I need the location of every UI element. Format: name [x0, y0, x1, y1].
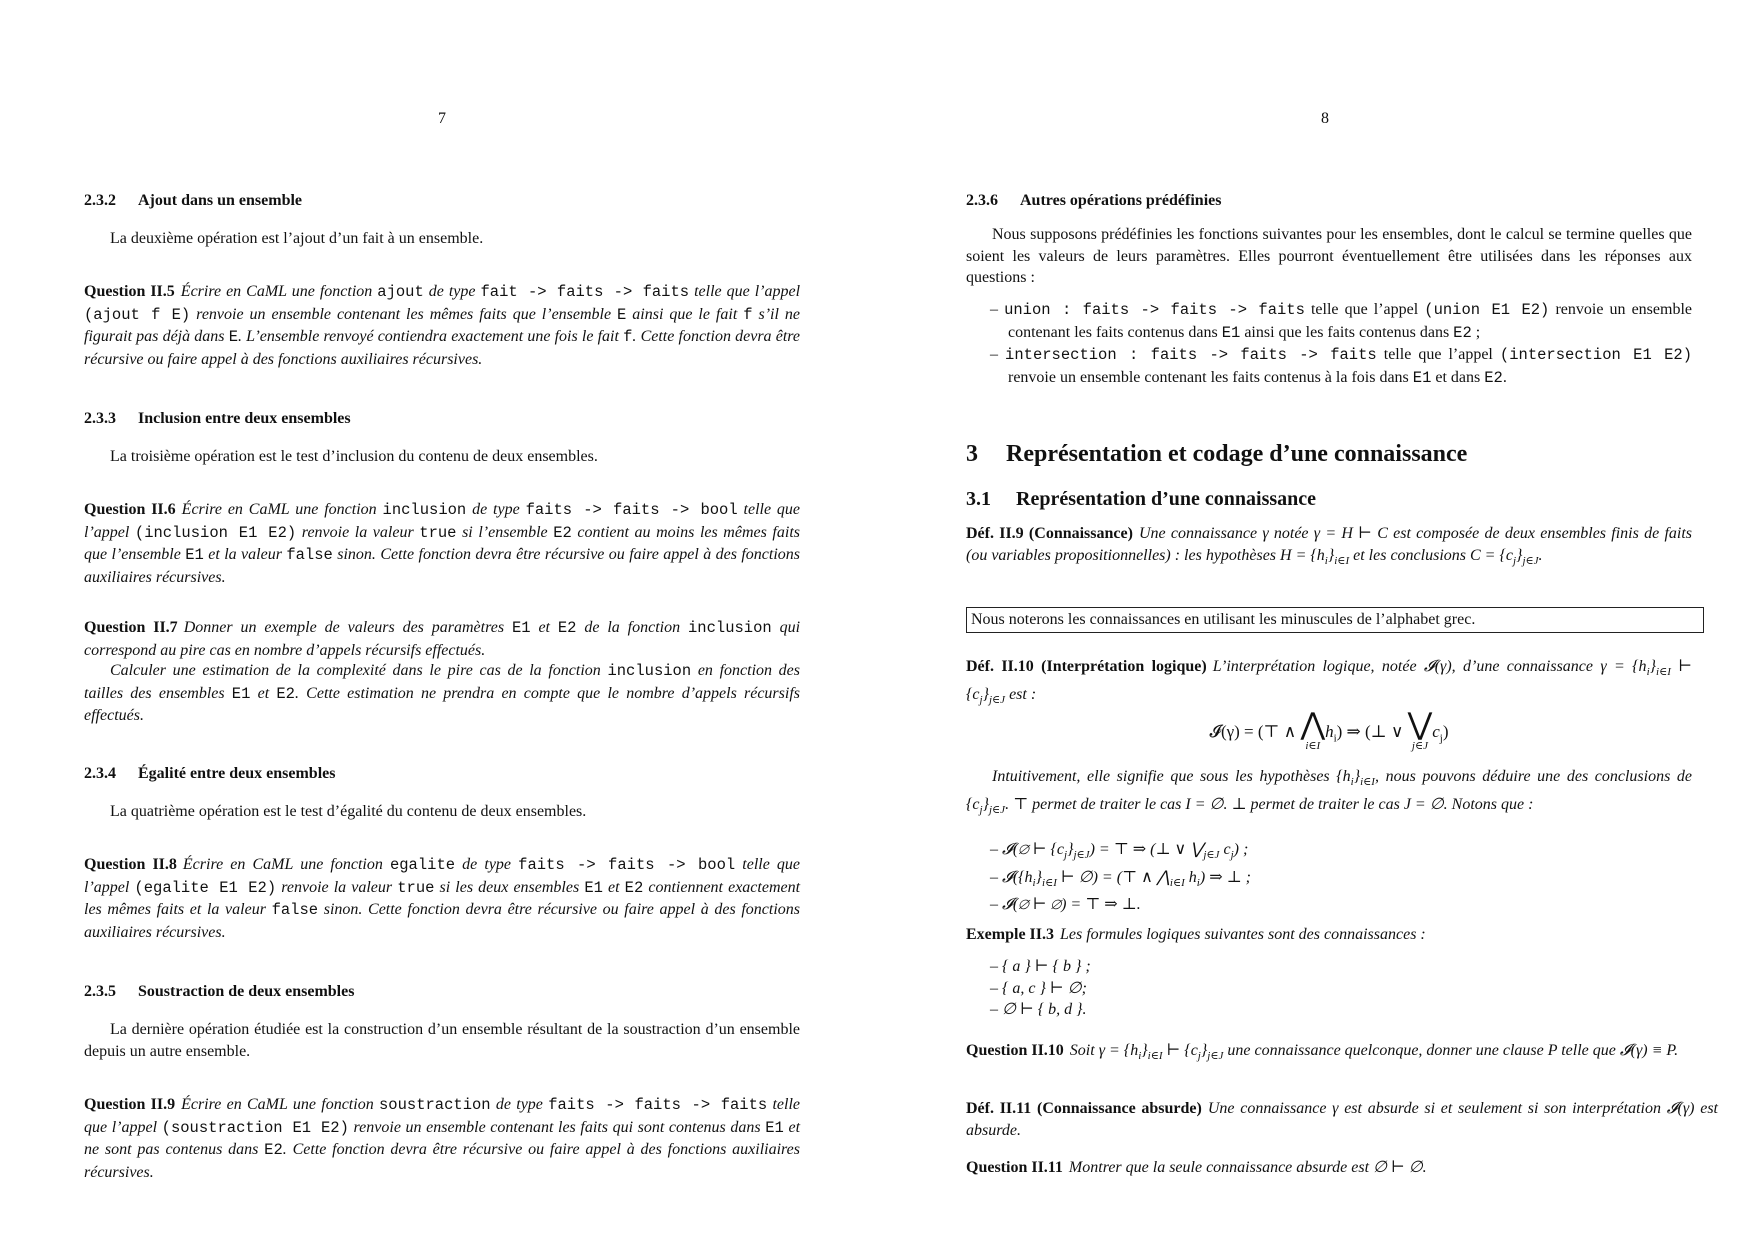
question-II-6: Question II.6 Écrire en CaML une fonction inclusion de type faits -> faits -> bool telle que l’appel (inclusion E1 E2) renvoie la valeur true si l’ensemble E2 contient au moins les mêmes faits que l’ensemble E1 et la valeur false sinon. Cette fonction devra être récursive ou faire appel à des fonctions auxiliaires récursives. [84, 501, 801, 586]
subsection-heading-2-3-5: 2.3.5 Soustraction de deux ensembles [84, 983, 355, 1000]
boxed-note: Nous noterons les connaissances en utilisant les minuscules de l’alphabet grec. [966, 607, 1704, 633]
subsection-heading-2-3-4: 2.3.4 Égalité entre deux ensembles [84, 765, 336, 782]
question-II-11: Question II.11 Montrer que la seule connaissance absurde est ∅ ⊢ ∅. [966, 1159, 1427, 1176]
list-item: – $𝓘(\{h_i\}_{i\in I}$ ⊢ ∅) = (⊤ ∧ $⋀_{i\in I}$ $h_i$) ⇒ ⊥ ; [990, 868, 1251, 889]
question-II-8: Question II.8 Écrire en CaML une fonction egalite de type faits -> faits -> bool telle que l’appel (egalite E1 E2) renvoie la valeur true si les deux ensembles E1 et E2 contiennent exactement les mêmes faits et la valeur false sinon. Cette fonction devra être récursive ou faire appel à des fonctions auxiliaires récursives. [84, 856, 801, 941]
page-number: 7 [438, 110, 446, 127]
intuition-paragraph: Intuitivement, elle signifie que sous les hypothèses $\{h_i\}_{i\in I}$, nous pouvons déduire une des conclusions de $\{c_j\}_{j\in J}$. ⊤ permet de traiter le cas I = ∅. ⊥ permet de traiter le cas J = ∅. Notons que : [966, 768, 1692, 816]
subsection-heading-2-3-6: 2.3.6 Autres opérations prédéfinies [966, 192, 1222, 209]
list-item: – { a } ⊢ { b } ; [990, 958, 1091, 975]
question-II-7: Question II.7 Donner un exemple de valeurs des paramètres E1 et E2 de la fonction inclusion qui correspond au pire cas en nombre d’appels récursifs effectués. [84, 619, 801, 659]
list-item: – 𝓘(∅ ⊢ ∅) = ⊤ ⇒ ⊥. [990, 896, 1141, 914]
list-item: – { a, c } ⊢ ∅; [990, 979, 1087, 997]
question-II-10: Question II.10 Soit $\gamma = \{h_i\}_{i\in I}$ ⊢ $\{c_j\}_{j\in J}$ une connaissance quelconque, donner une clause P telle que 𝓘(γ) ≡ P. [966, 1042, 1679, 1063]
paragraph: La dernière opération étudiée est la construction d’un ensemble résultant de la soustraction d’un ensemble depuis un autre ensemble. [84, 1021, 800, 1060]
example-II-3: Exemple II.3 Les formules logiques suivantes sont des connaissances : [966, 926, 1426, 943]
section-heading-3-1: 3.1 Représentation d’une connaissance [966, 488, 1317, 510]
subsection-heading-2-3-3: 2.3.3 Inclusion entre deux ensembles [84, 410, 351, 427]
subsection-heading-2-3-2: 2.3.2 Ajout dans un ensemble [84, 192, 303, 209]
definition-II-10: Déf. II.10 (Interprétation logique) L’interprétation logique, notée 𝓘(γ), d’une connaissance $\gamma = \{h_i\}_{i\in I}$ ⊢ $\{c_j\}_{j\in J}$ est : [966, 658, 1693, 706]
display-formula: 𝓘(γ) = (⊤ ∧ ⋀ i∈I $h_i$) ⇒ (⊥ ∨ ⋁ j∈J $c_j$) [1209, 708, 1449, 752]
list-item-intersection: – intersection : faits -> faits -> faits telle que l’appel (intersection E1 E2) renvoie un ensemble contenant les faits contenus à la fois dans E1 et dans E2. [990, 346, 1693, 387]
definition-II-9: Déf. II.9 (Connaissance) Une connaissance γ notée γ = H ⊢ C est composée de deux ensembles finis de faits (ou variables propositionnelles) : les hypothèses $H = \{h_i\}_{i\in I}$ et les conclusions $C = \{c_j\}_{j\in J}$. [966, 525, 1693, 567]
list-item: – 𝓘(∅ ⊢ $\{c_j\}_{j\in J}$) = ⊤ ⇒ (⊥ ∨ $⋁_{j\in J}$ $c_j$) ; [990, 841, 1249, 862]
left-page [84, 0, 800, 1240]
notons-list [966, 839, 1692, 916]
question-II-5: Question II.5 Écrire en CaML une fonction ajout de type fait -> faits -> faits telle que l’appel (ajout f E) renvoie un ensemble contenant les mêmes faits que l’ensemble E ainsi que le fait f s’il ne figurait pas déjà dans E. L’ensemble renvoyé contiendra exactement une fois le fait f. Cette fonction devra être récursive ou faire appel à des fonctions auxiliaires récursives. [84, 283, 801, 368]
paragraph: La quatrième opération est le test d’égalité du contenu de deux ensembles. [110, 803, 587, 820]
definition-II-11: Déf. II.11 (Connaissance absurde) Une connaissance γ est absurde si et seulement si son interprétation 𝓘(γ) est absurde. [966, 1100, 1718, 1139]
paragraph: Nous supposons prédéfinies les fonctions suivantes pour les ensembles, dont le calcul se termine quelles que soient les valeurs de leurs paramètres. Elles pourront éventuellement être utilisées dans les réponses aux questions : [966, 226, 1692, 286]
right-page [966, 0, 1718, 1240]
list-item: – ∅ ⊢ { b, d }. [990, 1001, 1087, 1018]
paragraph: La deuxième opération est l’ajout d’un fait à un ensemble. [110, 230, 484, 247]
list-item-union: – union : faits -> faits -> faits telle que l’appel (union E1 E2) renvoie un ensemble contenant les faits contenus dans E1 ainsi que les faits contenus dans E2 ; [990, 301, 1692, 342]
question-II-7-part2: Calculer une estimation de la complexité dans le pire cas de la fonction inclusion en fonction des tailles des ensembles E1 et E2. Cette estimation ne prendra en compte que le nombre d’appels récursifs effectués. [84, 662, 800, 724]
page-number: 8 [1321, 110, 1329, 127]
question-II-9: Question II.9 Écrire en CaML une fonction soustraction de type faits -> faits -> faits telle que l’appel (soustraction E1 E2) renvoie un ensemble contenant les faits qui sont contenus dans E1 et ne sont pas contenus dans E2. Cette fonction devra être récursive ou faire appel à des fonctions auxiliaires récursives. [84, 1096, 801, 1181]
example-list [966, 956, 1692, 1021]
section-heading-3: 3 Représentation et codage d’une connaissance [966, 441, 1468, 467]
paragraph: La troisième opération est le test d’inclusion du contenu de deux ensembles. [110, 448, 598, 465]
